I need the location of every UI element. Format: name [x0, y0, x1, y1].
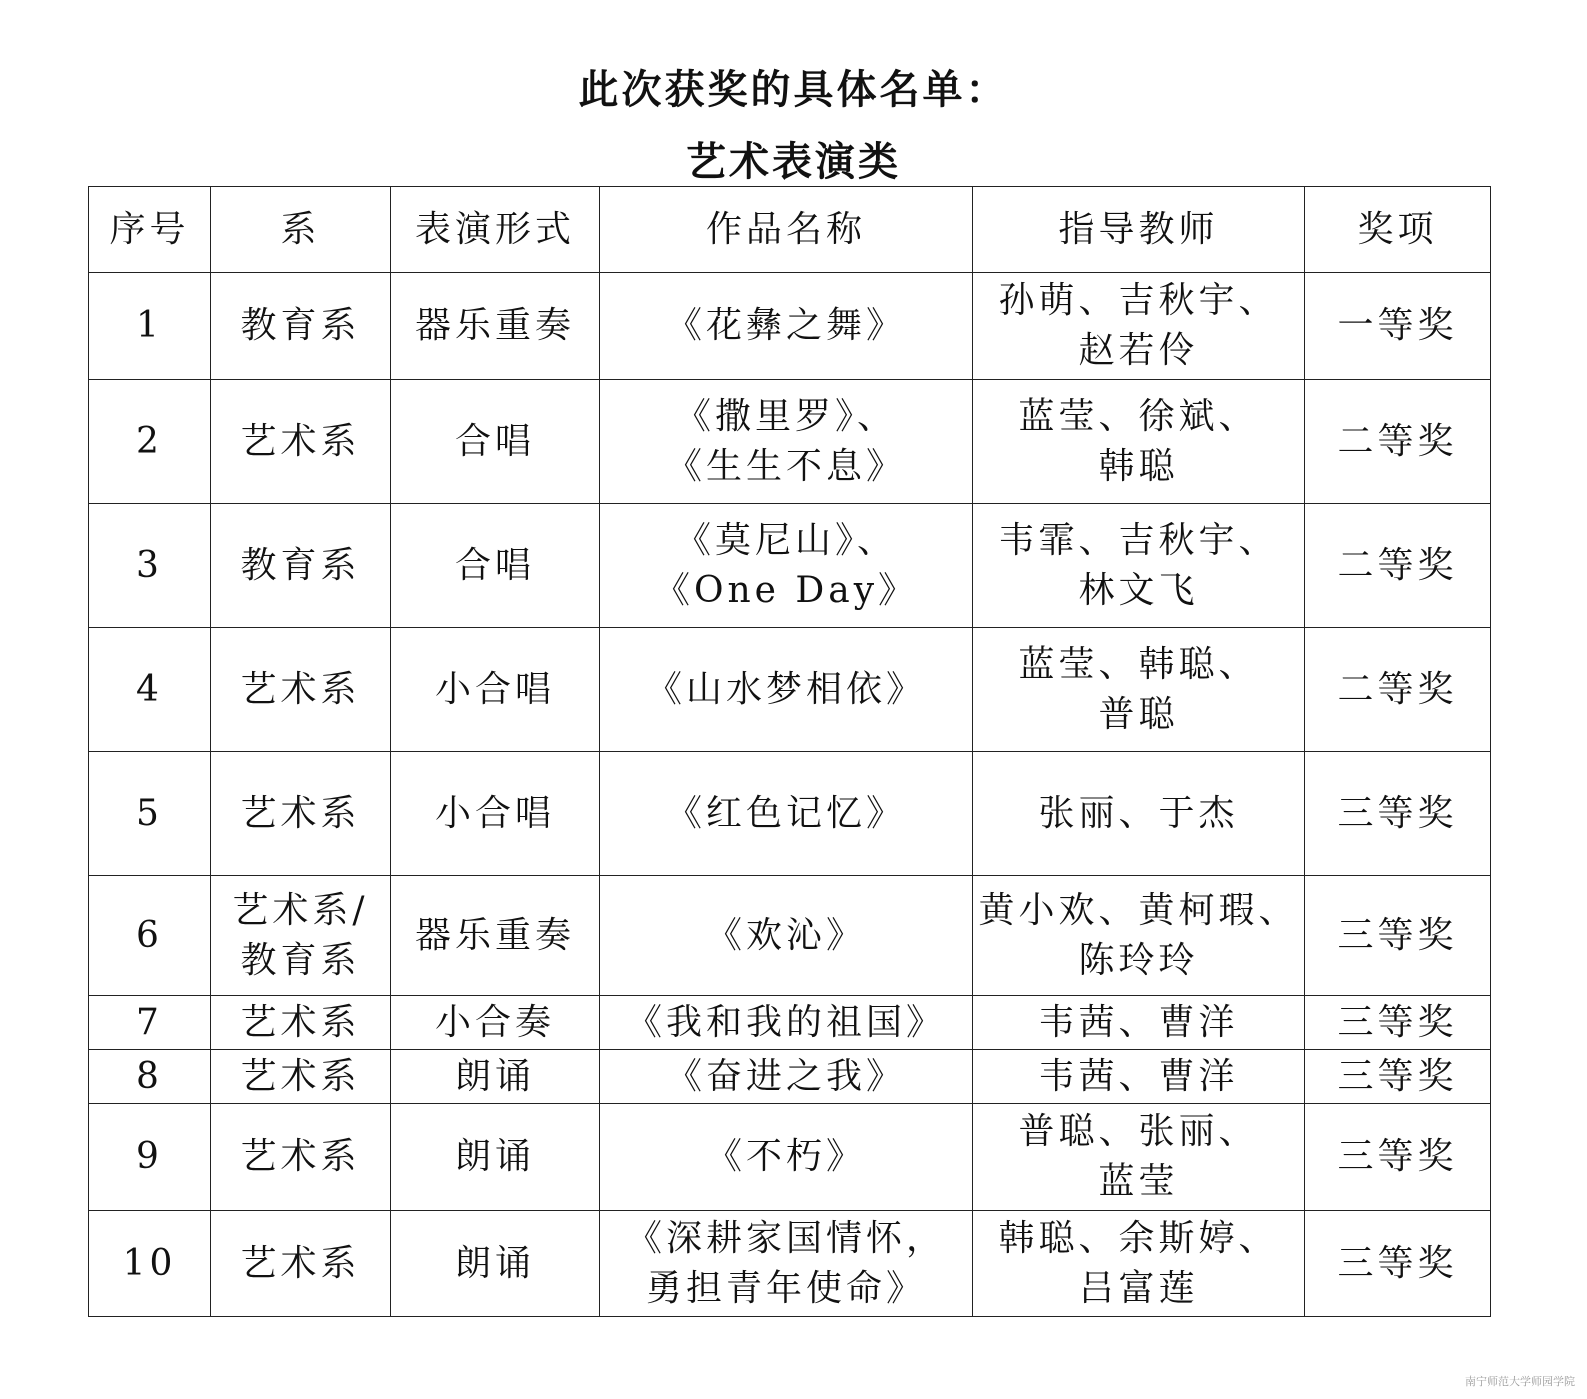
- instructors-line: 普聪、张丽、: [1018, 1111, 1259, 1152]
- work-title-line: 《One Day》: [653, 569, 919, 611]
- department: [211, 752, 391, 876]
- header-cell: 系: [211, 187, 391, 273]
- page-title: 此次获奖的具体名单：: [578, 66, 1009, 113]
- instructors: [973, 1211, 1305, 1317]
- row-number: 2: [89, 380, 211, 504]
- department: [211, 1104, 391, 1211]
- work-title: [600, 1211, 973, 1317]
- award: 三等奖: [1305, 1211, 1491, 1317]
- performance-form: 合唱: [391, 504, 600, 628]
- work-title-line: 《我和我的祖国》: [625, 1001, 946, 1043]
- row-number: 1: [89, 273, 211, 380]
- department: [211, 1211, 391, 1317]
- instructors-line: 林文飞: [1078, 569, 1199, 611]
- performance-form: 小合唱: [391, 752, 600, 876]
- table-row: [89, 1211, 1491, 1317]
- work-title-line: 《生生不息》: [665, 445, 906, 487]
- work-title-line: 《不朽》: [705, 1136, 866, 1177]
- header-cell: 作品名称: [600, 187, 973, 273]
- department-line: 艺术系: [240, 1136, 361, 1177]
- work-title-line: 《奋进之我》: [665, 1055, 906, 1097]
- performance-form: 合唱: [391, 380, 600, 504]
- header-cell: 奖项: [1305, 187, 1491, 273]
- table-header-row: [89, 187, 1491, 273]
- instructors-line: 张丽、于杰: [1038, 792, 1239, 834]
- work-title: [600, 752, 973, 876]
- table-row: [89, 996, 1491, 1050]
- performance-form: 朗诵: [391, 1104, 600, 1211]
- table-body: [89, 273, 1491, 1317]
- instructors-line: 孙萌、吉秋宇、: [998, 280, 1279, 321]
- row-number: 5: [89, 752, 211, 876]
- awards-table: [88, 186, 1491, 1317]
- instructors: [973, 1104, 1305, 1211]
- table-row: [89, 752, 1491, 876]
- performance-form: 小合唱: [391, 628, 600, 752]
- department-line: 艺术系: [240, 668, 361, 710]
- work-title-line: 勇担青年使命》: [645, 1267, 926, 1309]
- table-row: [89, 1104, 1491, 1211]
- instructors: [973, 380, 1305, 504]
- award: 三等奖: [1305, 1104, 1491, 1211]
- instructors: [973, 504, 1305, 628]
- instructors: [973, 273, 1305, 380]
- section-title: 艺术表演类: [686, 138, 901, 185]
- performance-form: 朗诵: [391, 1211, 600, 1317]
- row-number: 6: [89, 876, 211, 996]
- performance-form: 朗诵: [391, 1050, 600, 1104]
- award: 二等奖: [1305, 504, 1491, 628]
- work-title: [600, 504, 973, 628]
- work-title-line: 《欢沁》: [705, 914, 866, 956]
- department-line: 艺术系: [240, 420, 361, 462]
- instructors-line: 黄小欢、黄柯瑕、: [978, 889, 1299, 931]
- instructors-line: 蓝莹、徐斌、: [1018, 395, 1259, 437]
- table-row: [89, 380, 1491, 504]
- header-cell: 表演形式: [391, 187, 600, 273]
- row-number: 4: [89, 628, 211, 752]
- instructors-line: 韩聪、余斯婷、: [998, 1217, 1279, 1259]
- work-title: [600, 273, 973, 380]
- department: [211, 628, 391, 752]
- row-number: 8: [89, 1050, 211, 1104]
- instructors: [973, 996, 1305, 1050]
- department: [211, 504, 391, 628]
- award: 三等奖: [1305, 876, 1491, 996]
- instructors-line: 蓝莹、韩聪、: [1018, 643, 1259, 685]
- work-title-line: 《红色记忆》: [665, 792, 906, 834]
- award: 三等奖: [1305, 996, 1491, 1050]
- department-line: 艺术系/: [232, 889, 369, 931]
- performance-form: 小合奏: [391, 996, 600, 1050]
- work-title: [600, 628, 973, 752]
- instructors-line: 陈玲玲: [1078, 939, 1199, 981]
- row-number: 7: [89, 996, 211, 1050]
- award: 二等奖: [1305, 380, 1491, 504]
- table-row: [89, 628, 1491, 752]
- department-line: 艺术系: [240, 792, 361, 834]
- award: 三等奖: [1305, 1050, 1491, 1104]
- instructors: [973, 628, 1305, 752]
- department-line: 教育系: [240, 544, 361, 586]
- work-title: [600, 1104, 973, 1211]
- instructors-line: 吕富莲: [1078, 1267, 1199, 1309]
- instructors: [973, 876, 1305, 996]
- instructors-line: 普聪: [1098, 693, 1179, 735]
- department: [211, 380, 391, 504]
- work-title: [600, 1050, 973, 1104]
- work-title-line: 《莫尼山》、: [674, 519, 897, 561]
- award: 三等奖: [1305, 752, 1491, 876]
- instructors-line: 韦茜、曹洋: [1038, 1001, 1239, 1043]
- department-line: 艺术系: [240, 1055, 361, 1097]
- department-line: 艺术系: [240, 1001, 361, 1043]
- table-row: [89, 504, 1491, 628]
- table-row: [89, 273, 1491, 380]
- row-number: 3: [89, 504, 211, 628]
- work-title-line: 《山水梦相依》: [645, 668, 926, 710]
- award: 二等奖: [1305, 628, 1491, 752]
- table-row: [89, 1050, 1491, 1104]
- row-number: 10: [89, 1211, 211, 1317]
- header-cell: 序号: [89, 187, 211, 273]
- watermark: 南宁师范大学师园学院: [1465, 1375, 1575, 1388]
- department: [211, 273, 391, 380]
- work-title-line: 《花彝之舞》: [665, 305, 906, 346]
- performance-form: 器乐重奏: [391, 273, 600, 380]
- instructors: [973, 752, 1305, 876]
- work-title-line: 《撒里罗》、: [674, 395, 897, 437]
- department-line: 教育系: [240, 305, 361, 346]
- work-title-line: 《深耕家国情怀，: [625, 1217, 946, 1259]
- work-title: [600, 996, 973, 1050]
- department: [211, 876, 391, 996]
- work-title: [600, 380, 973, 504]
- instructors-line: 赵若伶: [1078, 330, 1199, 371]
- row-number: 9: [89, 1104, 211, 1211]
- work-title: [600, 876, 973, 996]
- instructors-line: 韦茜、曹洋: [1038, 1055, 1239, 1097]
- department: [211, 996, 391, 1050]
- table-row: [89, 876, 1491, 996]
- instructors: [973, 1050, 1305, 1104]
- instructors-line: 蓝莹: [1098, 1161, 1179, 1202]
- instructors-line: 韩聪: [1098, 445, 1179, 487]
- department-line: 教育系: [240, 939, 361, 981]
- department: [211, 1050, 391, 1104]
- award: 一等奖: [1305, 273, 1491, 380]
- performance-form: 器乐重奏: [391, 876, 600, 996]
- department-line: 艺术系: [240, 1242, 361, 1284]
- header-cell: 指导教师: [973, 187, 1305, 273]
- instructors-line: 韦霏、吉秋宇、: [998, 519, 1279, 561]
